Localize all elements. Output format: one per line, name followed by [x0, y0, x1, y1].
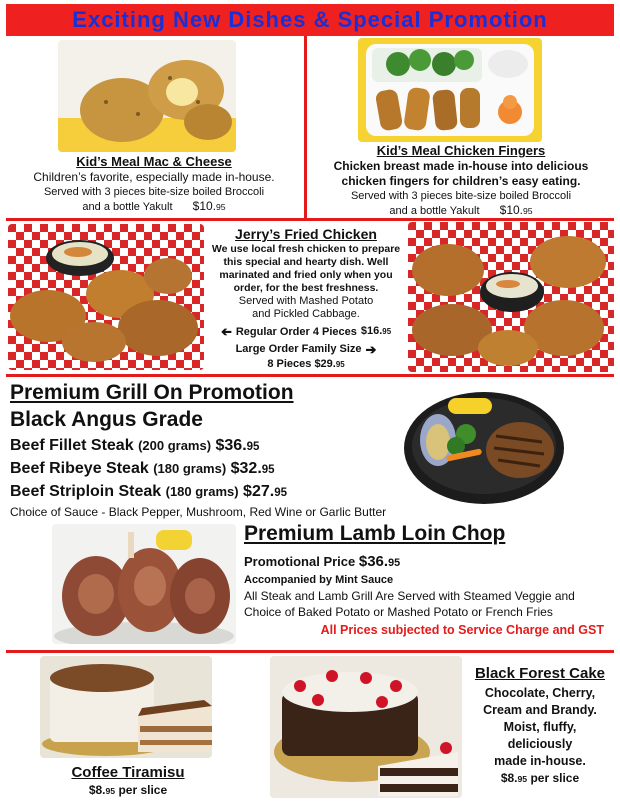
fried-chicken-photo-right: [408, 222, 614, 372]
fried-chicken-desc1: We use local fresh chicken to prepare: [211, 243, 401, 255]
lamb-section: [244, 520, 616, 640]
divider-horizontal-3: [6, 650, 614, 653]
fried-chicken-desc4: order, for the best freshness.: [233, 282, 379, 294]
divider-vertical-top: [304, 36, 307, 218]
black-forest-title: Black Forest Cake: [474, 665, 606, 682]
chicken-fingers-title: Kid’s Meal Chicken Fingers: [376, 143, 546, 158]
grill-sauce: Choice of Sauce - Black Pepper, Mushroom, Red Wine or Garlic Butter: [10, 505, 387, 519]
chicken-fingers-price: $10.95: [499, 203, 533, 217]
mac-cheese-price: $10.95: [192, 199, 226, 213]
fried-chicken-desc3: marinated and fried only when you: [219, 269, 393, 281]
steak-photo: [402, 384, 566, 508]
tiramisu-title: Coffee Tiramisu: [71, 764, 185, 781]
chicken-fingers-section: [308, 143, 614, 219]
arrow-left-icon: ➔: [220, 324, 232, 339]
lamb-promo-price: Promotional Price $36.95: [244, 553, 401, 570]
prices-notice: All Prices subjected to Service Charge and GST: [320, 623, 604, 637]
large-order-pieces: 8 Pieces $29.95: [267, 358, 345, 370]
black-forest-photo: [270, 656, 462, 798]
fried-chicken-photo-left: [8, 224, 204, 370]
lamb-title: Premium Lamb Loin Chop: [244, 522, 506, 545]
black-forest-d5: made in-house.: [494, 754, 586, 768]
mac-cheese-line3: and a bottle Yakult: [82, 201, 173, 213]
mac-cheese-line2: Served with 3 pieces bite-size boiled Broccoli: [43, 186, 265, 198]
divider-horizontal-2: [6, 374, 614, 377]
black-forest-d1: Chocolate, Cherry,: [484, 686, 596, 700]
fried-chicken-title: Jerry’s Fried Chicken: [235, 226, 377, 242]
mac-cheese-section: [6, 154, 302, 215]
mac-cheese-line1: Children’s favorite, especially made in-house.: [33, 170, 275, 184]
arrow-right-icon: ➔: [365, 342, 377, 357]
grill-item-ribeye: Beef Ribeye Steak (180 grams) $32.95: [10, 460, 275, 477]
grill-item-fillet: Beef Fillet Steak (200 grams) $36.95: [10, 437, 260, 454]
fried-chicken-large-order: [204, 342, 408, 357]
mac-cheese-photo: [58, 40, 236, 152]
chicken-fingers-photo: [358, 38, 542, 142]
black-forest-d4: deliciously: [507, 737, 573, 751]
lamb-accompanied: Accompanied by Mint Sauce: [244, 574, 394, 586]
fried-chicken-served2: and Pickled Cabbage.: [252, 308, 360, 320]
grill-title: Premium Grill On Promotion: [10, 381, 294, 404]
tiramisu-photo: [40, 656, 212, 758]
grill-item-striploin: Beef Striploin Steak (180 grams) $27.95: [10, 483, 287, 500]
black-forest-d3: Moist, fluffy,: [503, 720, 577, 734]
fried-chicken-section: [204, 226, 408, 372]
tiramisu-section: [30, 764, 226, 799]
fried-chicken-desc2: this special and hearty dish. Well: [223, 256, 389, 268]
lamb-note1: All Steak and Lamb Grill Are Served with Steamed Veggie and: [244, 589, 575, 603]
grill-grade: Black Angus Grade: [10, 408, 203, 431]
fried-chicken-served1: Served with Mashed Potato: [238, 295, 374, 307]
chicken-fingers-desc1: Chicken breast made in-house into delicious: [333, 159, 589, 173]
promotion-banner: Exciting New Dishes & Special Promotion: [6, 4, 614, 36]
grill-section: [10, 380, 410, 520]
regular-order-price: $16.95: [360, 325, 392, 337]
chicken-fingers-line2: Served with 3 pieces bite-size boiled Broccoli: [350, 190, 572, 202]
regular-order-label: Regular Order 4 Pieces: [235, 325, 357, 338]
large-order-price: $29.95: [314, 358, 345, 370]
black-forest-d2: Cream and Brandy.: [483, 703, 597, 717]
mac-cheese-title: Kid’s Meal Mac & Cheese: [76, 154, 232, 169]
black-forest-price: $8.95 per slice: [500, 771, 580, 785]
tiramisu-price: $8.95 per slice: [88, 783, 168, 797]
fried-chicken-regular-order: [204, 323, 408, 340]
black-forest-section: [464, 664, 616, 788]
large-order-label: Large Order Family Size: [235, 343, 362, 355]
lamb-chop-photo: [52, 524, 236, 644]
chicken-fingers-line3: and a bottle Yakult: [389, 205, 480, 217]
lamb-note2: Choice of Baked Potato or Mashed Potato or French Fries: [244, 605, 553, 619]
chicken-fingers-desc2: chicken fingers for children’s easy eating.: [341, 174, 581, 188]
